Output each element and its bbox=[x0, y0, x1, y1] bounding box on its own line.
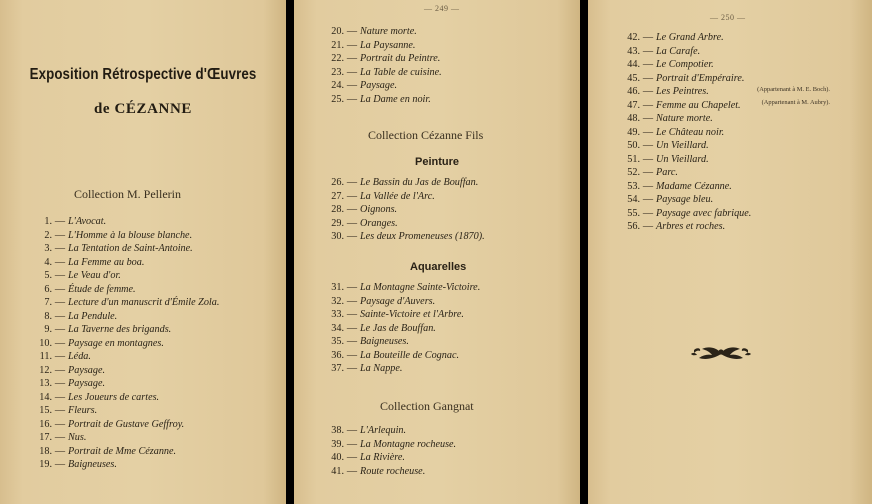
item-title: Nature morte. bbox=[656, 113, 713, 124]
item-title: Léda. bbox=[68, 351, 91, 362]
item-number: 49. bbox=[627, 126, 640, 138]
list-item bbox=[324, 190, 485, 204]
list-item bbox=[28, 310, 219, 324]
item-number: 16. bbox=[39, 418, 52, 430]
floral-fleuron-icon bbox=[688, 341, 754, 363]
item-title: Le Grand Arbre. bbox=[656, 32, 724, 43]
item-title: Les deux Promeneuses (1870). bbox=[360, 231, 485, 242]
item-number: 33. bbox=[331, 309, 344, 320]
item-title: L'Avocat. bbox=[68, 216, 107, 227]
item-title: La Bouteille de Cognac. bbox=[360, 349, 460, 361]
item-dash: — bbox=[642, 194, 654, 205]
item-title: Les Joueurs de cartes. bbox=[68, 391, 160, 403]
list-item bbox=[324, 451, 456, 465]
list-aquarelles bbox=[324, 281, 480, 376]
list-item bbox=[28, 445, 219, 459]
item-dash: — bbox=[642, 207, 654, 219]
list-item bbox=[324, 424, 456, 438]
item-title: La Femme au boa. bbox=[68, 256, 145, 268]
item-number: 14. bbox=[39, 391, 52, 403]
item-number: 30. bbox=[331, 231, 344, 242]
item-number: 22. bbox=[331, 53, 344, 64]
item-dash: — bbox=[346, 53, 358, 64]
list-item bbox=[324, 281, 480, 295]
item-number: 56. bbox=[627, 221, 640, 232]
item-dash: — bbox=[54, 297, 66, 308]
list-item bbox=[324, 335, 480, 349]
item-title: Baigneuses. bbox=[360, 336, 409, 347]
item-title: Paysage en montagnes. bbox=[68, 337, 164, 349]
item-title: La Vallée de l'Arc. bbox=[360, 190, 435, 202]
item-dash: — bbox=[346, 295, 358, 307]
item-title: La Tentation de Saint-Antoine. bbox=[68, 243, 193, 254]
list-item bbox=[324, 66, 442, 80]
item-title: Portrait de Mme Cézanne. bbox=[68, 445, 177, 457]
item-title: Nus. bbox=[68, 432, 87, 443]
item-dash: — bbox=[642, 59, 654, 70]
item-dash: — bbox=[54, 459, 66, 470]
item-title: L'Homme à la blouse blanche. bbox=[68, 229, 193, 241]
item-number: 31. bbox=[331, 282, 344, 293]
list-item bbox=[324, 438, 456, 452]
item-number: 8. bbox=[44, 310, 52, 322]
item-dash: — bbox=[346, 425, 358, 436]
list-item bbox=[28, 337, 219, 351]
peinture-heading: Peinture bbox=[415, 156, 460, 168]
item-dash: — bbox=[346, 231, 358, 242]
item-number: 6. bbox=[44, 283, 52, 295]
item-title: Le Veau d'or. bbox=[68, 270, 121, 281]
item-dash: — bbox=[642, 72, 654, 84]
list-item bbox=[28, 269, 219, 283]
item-dash: — bbox=[346, 26, 358, 37]
list-item bbox=[28, 377, 219, 391]
aquarelles-heading: Aquarelles bbox=[410, 261, 467, 273]
item-title: La Rivière. bbox=[360, 452, 405, 463]
list-item bbox=[28, 418, 219, 432]
item-number: 23. bbox=[331, 66, 344, 78]
item-number: 50. bbox=[627, 140, 640, 151]
item-title: La Dame en noir. bbox=[360, 93, 431, 105]
item-number: 43. bbox=[627, 45, 640, 57]
item-dash: — bbox=[54, 270, 66, 281]
item-title: Paysage. bbox=[68, 364, 106, 376]
item-dash: — bbox=[54, 418, 66, 430]
item-dash: — bbox=[346, 66, 358, 78]
list-item bbox=[616, 45, 830, 59]
item-number: 17. bbox=[39, 432, 52, 443]
item-title: Les Peintres. bbox=[656, 86, 709, 97]
item-dash: — bbox=[346, 282, 358, 293]
item-title: Paysage avec fabrique. bbox=[656, 207, 752, 219]
list-gangnat bbox=[324, 424, 456, 478]
item-number: 52. bbox=[627, 167, 640, 178]
list-item bbox=[616, 31, 830, 45]
item-dash: — bbox=[54, 216, 66, 227]
list-item bbox=[616, 112, 830, 126]
item-title: Arbres et roches. bbox=[656, 221, 726, 232]
item-number: 42. bbox=[627, 32, 640, 43]
list-item bbox=[28, 404, 219, 418]
list-item bbox=[324, 362, 480, 376]
list-item bbox=[28, 364, 219, 378]
item-dash: — bbox=[346, 190, 358, 202]
list-item bbox=[616, 220, 830, 234]
item-number: 29. bbox=[331, 217, 344, 229]
list-item bbox=[616, 193, 830, 207]
item-number: 10. bbox=[39, 337, 52, 349]
list-item bbox=[324, 349, 480, 363]
list-item bbox=[324, 203, 485, 217]
item-dash: — bbox=[642, 113, 654, 124]
page-right bbox=[588, 0, 872, 504]
item-title: Nature morte. bbox=[360, 26, 417, 37]
item-dash: — bbox=[54, 351, 66, 362]
item-number: 1. bbox=[44, 216, 52, 227]
item-title: Un Vieillard. bbox=[656, 140, 709, 151]
item-title: Femme au Chapelet. bbox=[656, 99, 741, 111]
list-item bbox=[324, 176, 485, 190]
list-item bbox=[616, 99, 830, 113]
item-number: 48. bbox=[627, 113, 640, 124]
item-dash: — bbox=[54, 378, 66, 389]
list-item bbox=[616, 166, 830, 180]
item-title: Baigneuses. bbox=[68, 459, 117, 470]
item-number: 40. bbox=[331, 452, 344, 463]
item-title: La Carafe. bbox=[656, 45, 701, 57]
list-item bbox=[28, 350, 219, 364]
item-dash: — bbox=[346, 452, 358, 463]
item-dash: — bbox=[54, 310, 66, 322]
item-dash: — bbox=[642, 180, 654, 192]
item-dash: — bbox=[346, 309, 358, 320]
list-item bbox=[616, 207, 830, 221]
item-dash: — bbox=[54, 337, 66, 349]
item-title: Le Bassin du Jas de Bouffan. bbox=[360, 177, 479, 188]
item-title: La Paysanne. bbox=[360, 39, 416, 51]
list-item bbox=[616, 126, 830, 140]
item-dash: — bbox=[346, 204, 358, 215]
item-dash: — bbox=[346, 217, 358, 229]
list-top bbox=[324, 25, 442, 106]
artist-name-title: de CÉZANNE bbox=[93, 101, 193, 117]
item-number: 7. bbox=[44, 297, 52, 308]
list-item bbox=[28, 431, 219, 445]
item-title: La Pendule. bbox=[68, 310, 118, 322]
item-dash: — bbox=[54, 256, 66, 268]
item-title: La Table de cuisine. bbox=[360, 66, 442, 78]
item-number: 51. bbox=[627, 153, 640, 165]
page-left bbox=[0, 0, 286, 504]
list-item bbox=[324, 322, 480, 336]
item-title: Parc. bbox=[656, 167, 678, 178]
item-number: 54. bbox=[627, 194, 640, 205]
item-number: 53. bbox=[627, 180, 640, 192]
item-number: 18. bbox=[39, 445, 52, 457]
page-middle bbox=[294, 0, 580, 504]
item-number: 20. bbox=[331, 26, 344, 37]
page-number: — 250 — bbox=[710, 13, 746, 22]
item-number: 26. bbox=[331, 177, 344, 188]
item-title: Lecture d'un manuscrit d'Émile Zola. bbox=[68, 297, 220, 308]
item-title: La Nappe. bbox=[360, 363, 403, 374]
item-dash: — bbox=[54, 391, 66, 403]
item-dash: — bbox=[54, 283, 66, 295]
list-item bbox=[616, 153, 830, 167]
item-number: 4. bbox=[44, 256, 52, 268]
item-number: 38. bbox=[331, 425, 344, 436]
item-dash: — bbox=[54, 324, 66, 335]
item-title: La Taverne des brigands. bbox=[68, 324, 172, 335]
list-right bbox=[616, 31, 830, 234]
item-ownership-note: (Appartenant à M. Aubry). bbox=[761, 99, 830, 106]
item-number: 25. bbox=[331, 93, 344, 105]
item-ownership-note: (Appartenant à M. E. Boch). bbox=[757, 85, 830, 93]
item-dash: — bbox=[346, 322, 358, 334]
item-title: La Montagne rocheuse. bbox=[360, 438, 457, 450]
item-dash: — bbox=[54, 243, 66, 254]
item-title: Sainte-Victoire et l'Arbre. bbox=[360, 309, 464, 320]
item-dash: — bbox=[346, 80, 358, 91]
collection-cezanne-fils-heading: Collection Cézanne Fils bbox=[368, 128, 484, 142]
list-item bbox=[28, 391, 219, 405]
list-item bbox=[324, 93, 442, 107]
item-dash: — bbox=[642, 32, 654, 43]
page-number: — 249 — bbox=[424, 4, 460, 13]
item-number: 37. bbox=[331, 363, 344, 374]
item-number: 41. bbox=[331, 465, 344, 477]
item-dash: — bbox=[642, 167, 654, 178]
item-title: Paysage. bbox=[68, 378, 106, 389]
item-number: 45. bbox=[627, 72, 640, 84]
list-item bbox=[28, 242, 219, 256]
list-item bbox=[616, 139, 830, 153]
item-dash: — bbox=[346, 39, 358, 51]
item-number: 9. bbox=[44, 324, 52, 335]
item-dash: — bbox=[642, 45, 654, 57]
item-dash: — bbox=[54, 405, 66, 416]
list-item bbox=[28, 256, 219, 270]
item-title: Oignons. bbox=[360, 204, 398, 215]
item-title: Le Jas de Bouffan. bbox=[360, 322, 436, 334]
item-title: La Montagne Sainte-Victoire. bbox=[360, 282, 481, 293]
item-dash: — bbox=[346, 349, 358, 361]
list-item bbox=[28, 229, 219, 243]
list-item bbox=[324, 217, 485, 231]
item-number: 28. bbox=[331, 204, 344, 215]
item-number: 21. bbox=[331, 39, 344, 51]
list-item bbox=[324, 295, 480, 309]
item-dash: — bbox=[642, 99, 654, 111]
item-number: 55. bbox=[627, 207, 640, 219]
item-dash: — bbox=[642, 153, 654, 165]
list-item bbox=[28, 296, 219, 310]
item-title: Étude de femme. bbox=[68, 283, 136, 295]
item-dash: — bbox=[54, 445, 66, 457]
item-dash: — bbox=[642, 126, 654, 138]
item-title: Fleurs. bbox=[68, 405, 98, 416]
item-number: 46. bbox=[627, 86, 640, 97]
list-item bbox=[616, 180, 830, 194]
list-item bbox=[324, 25, 442, 39]
list-item bbox=[324, 308, 480, 322]
list-item bbox=[28, 323, 219, 337]
list-item bbox=[324, 52, 442, 66]
exhibition-title: Exposition Rétrospective d'Œuvres bbox=[29, 66, 257, 83]
item-dash: — bbox=[346, 363, 358, 374]
list-item bbox=[324, 79, 442, 93]
item-number: 2. bbox=[44, 229, 52, 241]
item-title: Route rocheuse. bbox=[360, 465, 426, 477]
item-number: 44. bbox=[627, 59, 640, 70]
item-number: 32. bbox=[331, 295, 344, 307]
item-number: 12. bbox=[39, 364, 52, 376]
item-number: 24. bbox=[331, 80, 344, 91]
item-number: 19. bbox=[39, 459, 52, 470]
item-dash: — bbox=[54, 229, 66, 241]
item-dash: — bbox=[346, 93, 358, 105]
list-item bbox=[28, 458, 219, 472]
item-number: 27. bbox=[331, 190, 344, 202]
item-number: 36. bbox=[331, 349, 344, 361]
item-title: Portrait du Peintre. bbox=[360, 53, 441, 64]
item-number: 11. bbox=[39, 351, 52, 362]
item-number: 3. bbox=[44, 243, 52, 254]
collection-pellerin-heading: Collection M. Pellerin bbox=[74, 187, 181, 201]
list-item bbox=[28, 283, 219, 297]
item-dash: — bbox=[346, 465, 358, 477]
item-number: 13. bbox=[39, 378, 52, 389]
item-title: Oranges. bbox=[360, 217, 398, 229]
list-item bbox=[616, 58, 830, 72]
item-dash: — bbox=[642, 86, 654, 97]
item-title: Portrait d'Empéraire. bbox=[656, 72, 745, 84]
item-number: 47. bbox=[627, 99, 640, 111]
pellerin-list bbox=[28, 215, 219, 472]
item-dash: — bbox=[346, 177, 358, 188]
item-title: L'Arlequin. bbox=[360, 425, 407, 436]
item-dash: — bbox=[346, 438, 358, 450]
item-number: 15. bbox=[39, 405, 52, 416]
list-peinture bbox=[324, 176, 485, 244]
item-dash: — bbox=[346, 336, 358, 347]
item-number: 35. bbox=[331, 336, 344, 347]
item-title: Le Compotier. bbox=[656, 59, 714, 70]
item-dash: — bbox=[642, 140, 654, 151]
list-item bbox=[324, 230, 485, 244]
item-title: Un Vieillard. bbox=[656, 153, 709, 165]
item-title: Le Château noir. bbox=[656, 126, 725, 138]
item-number: 34. bbox=[331, 322, 344, 334]
item-dash: — bbox=[642, 221, 654, 232]
list-item bbox=[324, 465, 456, 479]
item-dash: — bbox=[54, 364, 66, 376]
list-item bbox=[324, 39, 442, 53]
item-title: Paysage bleu. bbox=[656, 194, 714, 205]
item-number: 39. bbox=[331, 438, 344, 450]
item-number: 5. bbox=[44, 270, 52, 281]
collection-gangnat-heading: Collection Gangnat bbox=[380, 399, 474, 413]
list-item bbox=[28, 215, 219, 229]
item-title: Paysage. bbox=[360, 80, 398, 91]
item-title: Portrait de Gustave Geffroy. bbox=[68, 418, 185, 430]
item-dash: — bbox=[54, 432, 66, 443]
item-title: Paysage d'Auvers. bbox=[360, 295, 436, 307]
item-title: Madame Cézanne. bbox=[656, 180, 732, 192]
